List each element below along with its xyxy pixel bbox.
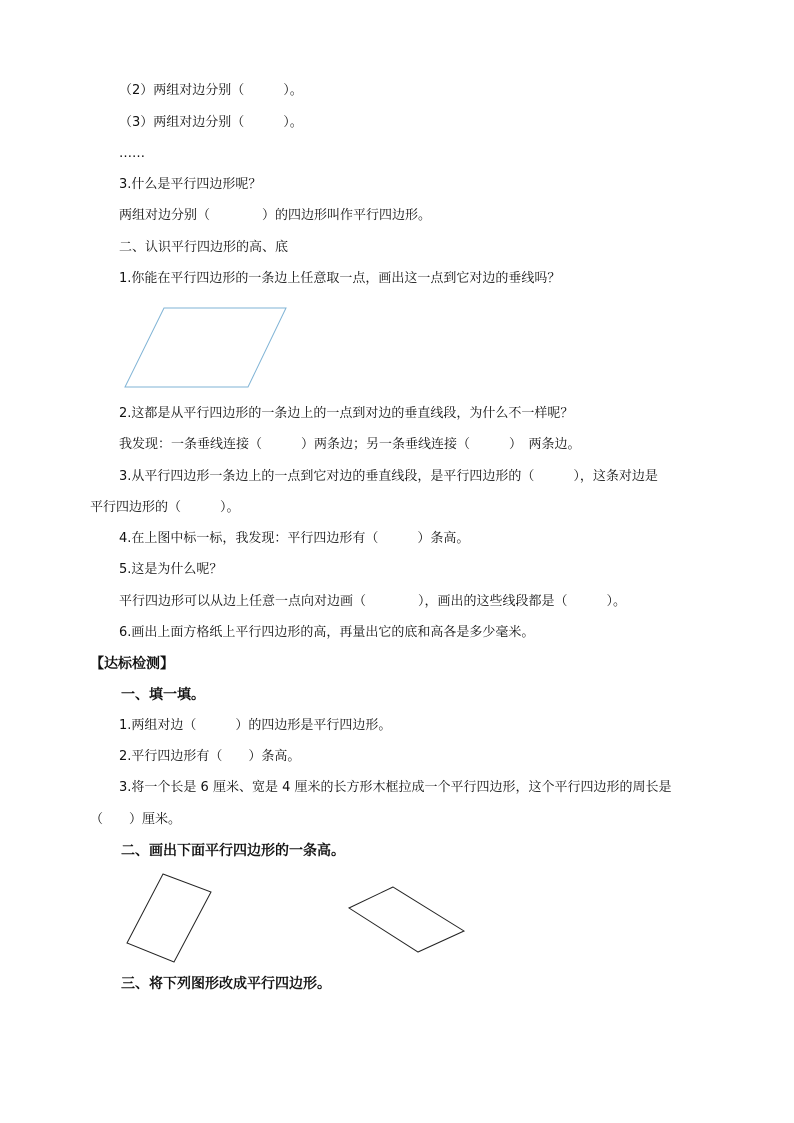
height-definition-line: 3.从平行四边形一条边上的一点到它对边的垂直线段，是平行四边形的（ ），这条对边是 [119, 469, 658, 484]
parallelogram-figure-left [125, 873, 215, 965]
ellipsis: …… [119, 146, 145, 161]
parallelogram-figure-blue [120, 305, 290, 390]
definition-blank-line: 两组对边分别（ ）的四边形叫作平行四边形。 [119, 208, 432, 223]
question-3-line: （3）两组对边分别（ ）。 [119, 115, 303, 130]
part-two-heading: 二、画出下面平行四边形的一条高。 [121, 843, 345, 859]
discovery-line: 我发现：一条垂线连接（ ）两条边；另一条垂线连接（ ） 两条边。 [119, 437, 581, 452]
question-what-is-parallelogram: 3.什么是平行四边形呢？ [119, 177, 262, 192]
question-why-different: 2.这都是从平行四边形的一条边上的一点到对边的垂直线段，为什么不一样呢？ [119, 406, 574, 421]
fill-question-3: 3.将一个长是 6 厘米、宽是 4 厘米的长方形木框拉成一个平行四边形，这个平行四边形的周长是 [119, 780, 672, 795]
fill-question-3-continued: （ ）厘米。 [90, 812, 182, 827]
parallelogram-figure-right [347, 886, 467, 954]
question-2-line: （2）两组对边分别（ ）。 [119, 83, 303, 98]
explanation-line: 平行四边形可以从边上任意一点向对边画（ ），画出的这些线段都是（ ）。 [119, 594, 627, 609]
question-measure: 6.画出上面方格纸上平行四边形的高，再量出它的底和高各是多少毫米。 [119, 625, 535, 640]
part-one-heading: 一、填一填。 [121, 687, 205, 703]
question-draw-perpendicular: 1.你能在平行四边形的一条边上任意取一点，画出这一点到它对边的垂线吗？ [119, 271, 561, 286]
section-assessment-heading: 【达标检测】 [90, 656, 174, 672]
question-how-many-heights: 4.在上图中标一标，我发现：平行四边形有（ ）条高。 [119, 531, 470, 546]
section-heading-height-base: 二、认识平行四边形的高、底 [119, 240, 289, 255]
base-definition-line: 平行四边形的（ ）。 [90, 500, 240, 515]
part-three-heading: 三、将下列图形改成平行四边形。 [121, 976, 331, 992]
fill-question-2: 2.平行四边形有（ ）条高。 [119, 749, 301, 764]
fill-question-1: 1.两组对边（ ）的四边形是平行四边形。 [119, 718, 392, 733]
question-why: 5.这是为什么呢？ [119, 562, 223, 577]
